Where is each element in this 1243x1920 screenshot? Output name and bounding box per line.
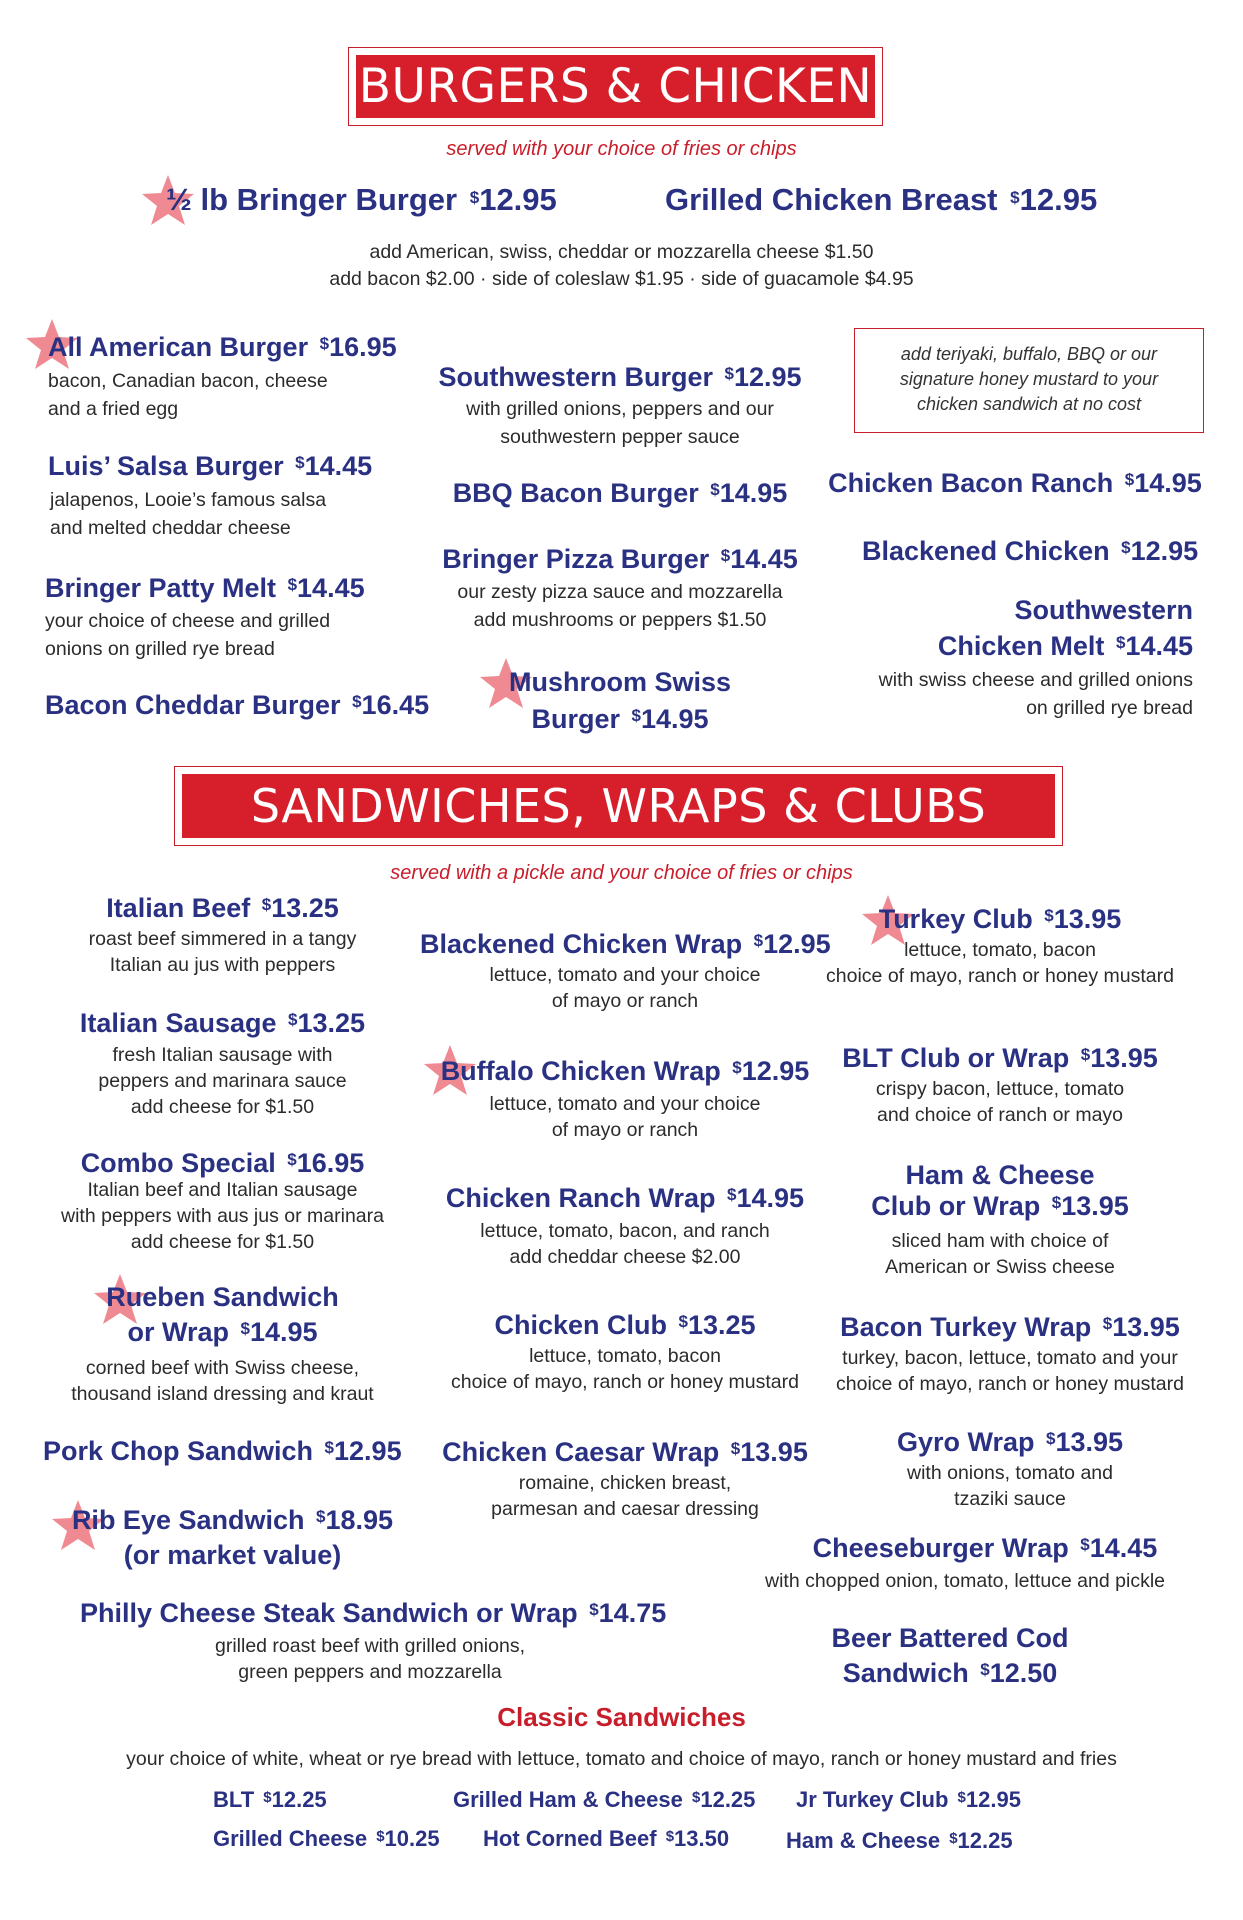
- addons-line-2: add bacon $2.00 · side of coleslaw $1.95 · side of guacamole $4.95: [329, 268, 914, 290]
- menu-item-cheeseburger-wrap: Cheeseburger Wrap $14.45: [812, 1533, 1158, 1563]
- classic-item-jr-turkey-club: Jr Turkey Club $12.95: [796, 1787, 1021, 1812]
- item-desc: with swiss cheese and grilled onions: [878, 669, 1193, 691]
- sandwiches-subtitle: served with a pickle and your choice of fries or chips: [390, 862, 853, 884]
- menu-item-bringer-burger: ½ lb Bringer Burger $12.95: [166, 182, 557, 217]
- item-desc: peppers and marinara sauce: [98, 1070, 347, 1092]
- menu-item-mushroom-swiss-price: Burger $14.95: [531, 704, 709, 734]
- item-desc: add cheese for $1.50: [130, 1231, 315, 1253]
- item-desc: with onions, tomato and: [907, 1462, 1113, 1484]
- item-desc: and melted cheddar cheese: [50, 517, 291, 539]
- burgers-title: BURGERS & CHICKEN: [356, 55, 875, 118]
- menu-item-buffalo-chicken-wrap: Buffalo Chicken Wrap $12.95: [440, 1056, 810, 1086]
- menu-item-beer-battered-cod: Beer Battered Cod: [831, 1623, 1069, 1653]
- menu-item-rib-eye-market: (or market value): [123, 1540, 342, 1570]
- addons-line-1: add American, swiss, cheddar or mozzarella cheese $1.50: [369, 241, 874, 263]
- item-desc: fresh Italian sausage with: [112, 1044, 333, 1066]
- menu-item-pork-chop-sandwich: Pork Chop Sandwich $12.95: [43, 1436, 402, 1466]
- menu-item-bbq-bacon-burger: BBQ Bacon Burger $14.95: [452, 478, 788, 508]
- item-desc: jalapenos, Looie’s famous salsa: [50, 489, 327, 511]
- menu-item-grilled-chicken-breast: Grilled Chicken Breast $12.95: [665, 182, 1098, 217]
- item-desc: and a fried egg: [48, 398, 179, 420]
- item-desc: add mushrooms or peppers $1.50: [473, 609, 767, 631]
- menu-item-mushroom-swiss: Mushroom Swiss: [508, 667, 732, 697]
- sandwiches-title: SANDWICHES, WRAPS & CLUBS: [182, 774, 1055, 838]
- menu-item-blt-club: BLT Club or Wrap $13.95: [842, 1043, 1158, 1073]
- burgers-subtitle: served with your choice of fries or chips: [446, 138, 797, 160]
- menu-item-bringer-patty-melt: Bringer Patty Melt $14.45: [45, 573, 365, 603]
- classic-desc: your choice of white, wheat or rye bread with lettuce, tomato and choice of mayo, ranch or honey mustard and fries: [126, 1748, 1117, 1770]
- item-desc: Italian au jus with peppers: [109, 954, 336, 976]
- classic-item-hot-corned-beef: Hot Corned Beef $13.50: [483, 1826, 730, 1851]
- item-desc: of mayo or ranch: [551, 990, 699, 1012]
- classic-item-grilled-cheese: Grilled Cheese $10.25: [213, 1826, 440, 1851]
- item-desc: parmesan and caesar dressing: [491, 1498, 759, 1520]
- menu-item-blackened-chicken-wrap: Blackened Chicken Wrap $12.95: [420, 929, 831, 959]
- menu-item-rib-eye-sandwich: Rib Eye Sandwich $18.95: [71, 1505, 394, 1535]
- item-desc: choice of mayo, ranch or honey mustard: [826, 965, 1174, 987]
- menu-item-rueben-price: or Wrap $14.95: [127, 1317, 318, 1347]
- menu-item-rueben-sandwich: Rueben Sandwich: [106, 1282, 339, 1312]
- item-desc: of mayo or ranch: [551, 1119, 699, 1141]
- item-desc: crispy bacon, lettuce, tomato: [875, 1078, 1125, 1100]
- menu-item-blackened-chicken: Blackened Chicken $12.95: [862, 536, 1199, 566]
- item-desc: grilled roast beef with grilled onions,: [214, 1635, 525, 1657]
- menu-item-bacon-cheddar-burger: Bacon Cheddar Burger $16.45: [45, 690, 430, 720]
- menu-item-turkey-club: Turkey Club $13.95: [878, 904, 1122, 934]
- item-desc: and choice of ranch or mayo: [876, 1104, 1124, 1126]
- menu-item-luis-salsa-burger: Luis’ Salsa Burger $14.45: [48, 451, 373, 481]
- item-desc: with grilled onions, peppers and our: [466, 398, 774, 420]
- menu-item-ham-cheese-club: Ham & Cheese: [905, 1160, 1095, 1190]
- menu-item-all-american-burger: All American Burger $16.95: [48, 332, 397, 362]
- item-desc: American or Swiss cheese: [885, 1256, 1115, 1278]
- menu-item-chicken-ranch-wrap: Chicken Ranch Wrap $14.95: [445, 1183, 805, 1213]
- item-desc: lettuce, tomato and your choice: [489, 1093, 761, 1115]
- item-desc: with chopped onion, tomato, lettuce and pickle: [764, 1570, 1165, 1592]
- item-desc: on grilled rye bread: [1026, 697, 1193, 719]
- classic-title: Classic Sandwiches: [497, 1702, 746, 1732]
- item-desc: our zesty pizza sauce and mozzarella: [457, 581, 783, 603]
- item-desc: onions on grilled rye bread: [45, 638, 275, 660]
- item-desc: bacon, Canadian bacon, cheese: [48, 370, 328, 392]
- classic-item-grilled-ham-cheese: Grilled Ham & Cheese $12.25: [453, 1787, 756, 1812]
- menu-item-chicken-caesar-wrap: Chicken Caesar Wrap $13.95: [442, 1437, 808, 1467]
- classic-item-blt: BLT $12.25: [213, 1787, 327, 1812]
- menu-item-italian-sausage: Italian Sausage $13.25: [79, 1008, 366, 1038]
- item-desc: green peppers and mozzarella: [238, 1661, 502, 1683]
- item-desc: southwestern pepper sauce: [500, 426, 740, 448]
- menu-item-gyro-wrap: Gyro Wrap $13.95: [896, 1427, 1124, 1457]
- menu-item-bringer-pizza-burger: Bringer Pizza Burger $14.45: [442, 544, 798, 574]
- menu-item-southwestern-chicken-melt-price: Chicken Melt $14.45: [937, 631, 1193, 661]
- item-desc: lettuce, tomato, bacon: [529, 1345, 721, 1367]
- item-desc: tzaziki sauce: [954, 1488, 1066, 1510]
- menu-item-philly-cheese-steak: Philly Cheese Steak Sandwich or Wrap $14.75: [80, 1598, 667, 1628]
- menu-item-southwestern-burger: Southwestern Burger $12.95: [438, 362, 802, 392]
- item-desc: Italian beef and Italian sausage: [87, 1179, 358, 1201]
- item-desc: corned beef with Swiss cheese,: [85, 1357, 360, 1379]
- item-desc: roast beef simmered in a tangy: [88, 928, 357, 950]
- menu-item-ham-cheese-club-price: Club or Wrap $13.95: [871, 1191, 1129, 1221]
- item-desc: lettuce, tomato, bacon: [904, 939, 1096, 961]
- item-desc: choice of mayo, ranch or honey mustard: [451, 1371, 799, 1393]
- classic-item-ham-cheese: Ham & Cheese $12.25: [786, 1828, 1013, 1853]
- menu-item-southwestern-chicken-melt: Southwestern: [1014, 595, 1193, 625]
- item-desc: your choice of cheese and grilled: [45, 610, 331, 632]
- menu-item-combo-special: Combo Special $16.95: [80, 1148, 365, 1178]
- menu-item-chicken-bacon-ranch: Chicken Bacon Ranch $14.95: [828, 468, 1202, 498]
- item-desc: turkey, bacon, lettuce, tomato and your: [842, 1347, 1178, 1369]
- item-desc: add cheese for $1.50: [130, 1096, 315, 1118]
- item-desc: choice of mayo, ranch or honey mustard: [836, 1373, 1184, 1395]
- item-desc: add cheddar cheese $2.00: [509, 1246, 741, 1268]
- menu-item-italian-beef: Italian Beef $13.25: [106, 893, 339, 923]
- item-desc: thousand island dressing and kraut: [71, 1383, 374, 1405]
- sauce-note: add teriyaki, buffalo, BBQ or our signature honey mustard to your chicken sandwich at no cost: [899, 344, 1159, 414]
- menu-item-beer-battered-cod-price: Sandwich $12.50: [842, 1658, 1058, 1688]
- menu-item-chicken-club: Chicken Club $13.25: [494, 1310, 756, 1340]
- item-desc: sliced ham with choice of: [891, 1230, 1109, 1252]
- item-desc: with peppers with aus jus or marinara: [61, 1205, 384, 1227]
- menu-item-bacon-turkey-wrap: Bacon Turkey Wrap $13.95: [840, 1312, 1180, 1342]
- item-desc: lettuce, tomato and your choice: [489, 964, 761, 986]
- item-desc: romaine, chicken breast,: [518, 1472, 732, 1494]
- item-desc: lettuce, tomato, bacon, and ranch: [480, 1220, 770, 1242]
